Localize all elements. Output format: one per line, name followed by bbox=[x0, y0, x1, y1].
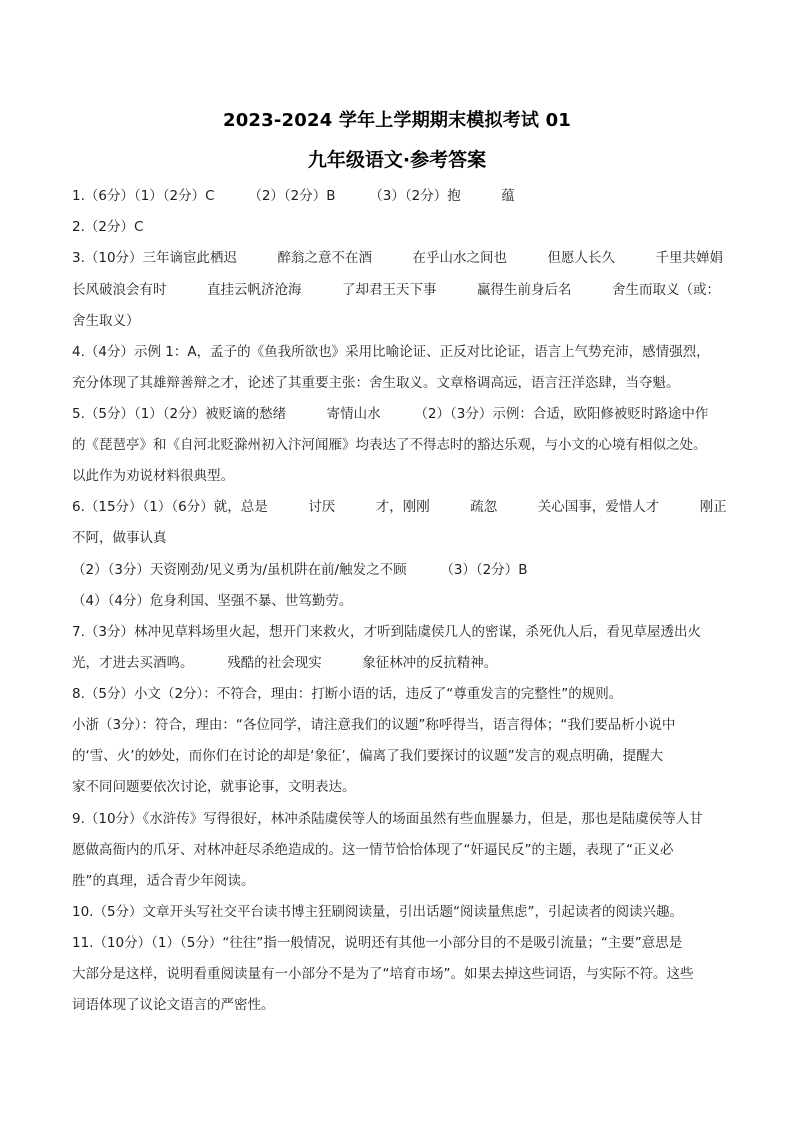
answer-6-line-1: 6.（15分）（1）（6分）就，总是 讨厌 才，刚刚 疏忽 关心国事，爱惜人才 刚正 bbox=[72, 499, 727, 515]
answer-7-line-2: 光，才进去买酒鸣。 残酷的社会现实 象征林冲的反抗精神。 bbox=[72, 655, 498, 671]
answer-6-line-4: （4）（4分）危身利国、坚强不暴、世笃勤劳。 bbox=[72, 593, 353, 609]
answer-8-line-1: 8.（5分）小文（2分）：不符合，理由：打断小语的话，违反了“尊重发言的完整性”的规则。 bbox=[72, 686, 623, 702]
document-subtitle: 九年级语文·参考答案 bbox=[307, 149, 487, 171]
answer-7-line-1: 7.（3分）林冲见草料场里火起，想开门来救火，才听到陆虞侯几人的密谋，杀死仇人后，看见草屋透出火 bbox=[72, 624, 701, 640]
answer-11-line-2: 大部分是这样，说明看重阅读量有一小部分不是为了“培育市场”。如果去掉这些词语，与实际不符。这些 bbox=[72, 966, 694, 982]
answer-8-line-3: 的‘雪、火’的妙处，而你们在讨论的却是‘象征’，偏离了我们要探讨的议题”发言的观点明确，提醒大 bbox=[72, 748, 664, 764]
answer-9-line-2: 愿做高衙内的爪牙、对林冲赶尽杀绝造成的。这一情节恰恰体现了“奸逼民反”的主题，表现了“正义必 bbox=[72, 842, 674, 858]
answer-8-line-2: 小浙（3分）：符合，理由：“各位同学，请注意我们的议题”称呼得当，语言得体；“我们要品析小说中 bbox=[72, 717, 676, 733]
answer-9-line-3: 胜”的真理，适合青少年阅读。 bbox=[72, 873, 255, 889]
answer-6-line-2: 不阿，做事认真 bbox=[72, 530, 167, 546]
answer-5-line-3: 以此作为劝说材料很典型。 bbox=[72, 468, 234, 484]
answer-2-line: 2.（2分）C bbox=[72, 219, 144, 235]
document-title: 2023-2024 学年上学期期末模拟考试 01 bbox=[222, 110, 572, 131]
answer-5-line-2: 的《琵琶亭》和《自河北贬滁州初入汴河闻雁》均表达了不得志时的豁达乐观，与小文的心境有相似之处。 bbox=[72, 437, 707, 453]
answer-6-line-3: （2）（3分）天资刚劲/见义勇为/虽机阱在前/触发之不顾 （3）（2分）B bbox=[72, 562, 528, 578]
answer-3-line-1: 3.（10分）三年谪宦此栖迟 醉翁之意不在酒 在乎山水之间也 但愿人长久 千里共婵娟 bbox=[72, 250, 724, 266]
answer-3-line-3: 舍生取义） bbox=[72, 313, 140, 329]
answer-4-line-2: 充分体现了其雄辩善辩之才，论述了其重要主张：舍生取义。文章格调高远，语言汪洋恣肆，当夺魁。 bbox=[72, 375, 680, 391]
answer-1-line: 1.（6分）（1）（2分）C （2）（2分）B （3）（2分）抱 蕴 bbox=[72, 188, 515, 204]
answer-11-line-3: 词语体现了议论文语言的严密性。 bbox=[72, 997, 275, 1013]
answer-3-line-2: 长风破浪会有时 直挂云帆济沧海 了却君王天下事 赢得生前身后名 舍生而取义（或： bbox=[72, 282, 720, 298]
answer-10-line-1: 10.（5分）文章开头写社交平台读书博主狂刷阅读量，引出话题“阅读量焦虑”，引起读者的阅读兴趣。 bbox=[72, 904, 684, 920]
answer-5-line-1: 5.（5分）（1）（2分）被贬谪的愁绪 寄情山水 （2）（3分）示例：合适，欧阳修被贬时路途中作 bbox=[72, 406, 709, 422]
answer-9-line-1: 9.（10分）《水浒传》写得很好，林冲杀陆虞侯等人的场面虽然有些血腥暴力，但是，那也是陆虞侯等人甘 bbox=[72, 811, 703, 827]
answer-11-line-1: 11.（10分）（1）（5分）“往往”指一般情况，说明还有其他一小部分目的不是吸引流量；“主要”意思是 bbox=[72, 935, 683, 951]
answer-8-line-4: 家不同问题要依次讨论，就事论事，文明表达。 bbox=[72, 779, 356, 795]
answer-4-line-1: 4.（4分）示例 1：A，孟子的《鱼我所欲也》采用比喻论证、正反对比论证，语言上气势充沛，感情强烈， bbox=[72, 344, 710, 360]
